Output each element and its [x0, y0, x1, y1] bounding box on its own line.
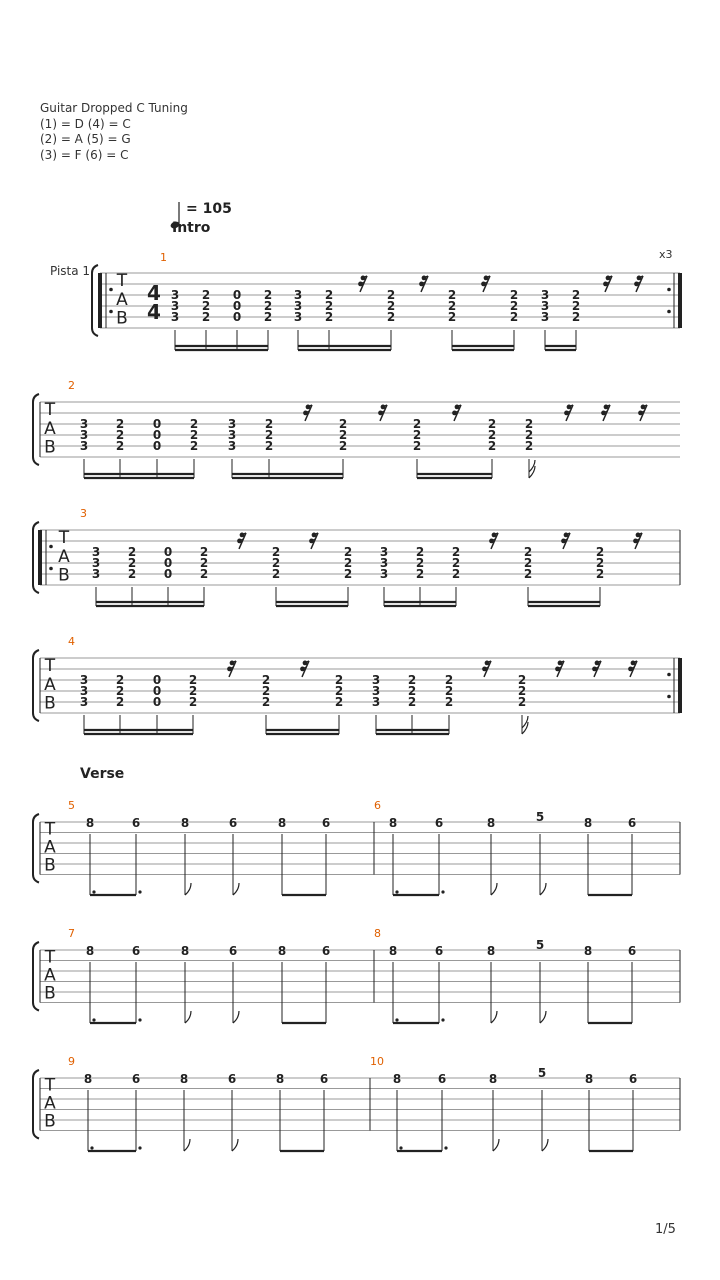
chord-fret: 2: [263, 299, 273, 313]
chord-fret: 2: [338, 439, 348, 453]
note-fret: 6: [321, 816, 331, 830]
staff-bracket: [33, 650, 39, 721]
dot: [138, 1146, 141, 1149]
chord-fret: 2: [343, 545, 353, 559]
chord-fret: 2: [444, 695, 454, 709]
chord-fret: 2: [263, 288, 273, 302]
repeat-count: x3: [659, 248, 673, 261]
chord-fret: 3: [227, 439, 237, 453]
note-fret: 5: [535, 938, 545, 952]
note-fret: 6: [228, 816, 238, 830]
tab-clef: A: [58, 546, 70, 567]
chord-fret: 2: [412, 417, 422, 431]
chord-fret: 3: [540, 310, 550, 324]
chord-fret: 2: [487, 428, 497, 442]
chord-fret: 2: [571, 299, 581, 313]
chord-fret: 2: [338, 428, 348, 442]
note-fret: 8: [85, 816, 95, 830]
chord-fret: 2: [189, 417, 199, 431]
tuning-title: Guitar Dropped C Tuning: [40, 101, 188, 115]
measure-number: 9: [68, 1055, 75, 1068]
tab-clef: T: [58, 528, 70, 549]
chord-fret: 2: [447, 310, 457, 324]
chord-fret: 2: [415, 545, 425, 559]
tab-clef: B: [44, 693, 56, 714]
chord-fret: 0: [152, 695, 162, 709]
chord-fret: 0: [152, 428, 162, 442]
chord-fret: 3: [91, 556, 101, 570]
chord-fret: 0: [152, 684, 162, 698]
note-flag: [232, 1139, 238, 1151]
chord-fret: 2: [334, 695, 344, 709]
page-number: 1/5: [655, 1222, 676, 1237]
note-fret: 6: [228, 944, 238, 958]
chord-fret: 2: [595, 567, 605, 581]
chord-fret: 3: [227, 428, 237, 442]
tab-clef: B: [116, 308, 128, 329]
note-fret: 8: [584, 1072, 594, 1086]
chord-fret: 2: [189, 439, 199, 453]
chord-fret: 0: [163, 567, 173, 581]
chord-fret: 2: [451, 545, 461, 559]
chord-fret: 3: [79, 439, 89, 453]
chord-fret: 2: [571, 288, 581, 302]
repeat-dot: [49, 567, 53, 571]
chord-fret: 3: [293, 310, 303, 324]
note-fret: 8: [388, 816, 398, 830]
tab-clef: A: [44, 1093, 56, 1114]
chord-fret: 2: [487, 417, 497, 431]
tab-clef: A: [44, 674, 56, 695]
section-intro: Intro: [172, 220, 211, 236]
tab-clef: B: [44, 437, 56, 458]
dot: [92, 1018, 95, 1021]
note-fret: 8: [85, 944, 95, 958]
chord-fret: 2: [115, 428, 125, 442]
chord-fret: 2: [523, 567, 533, 581]
chord-fret: 2: [415, 556, 425, 570]
note-flag: [491, 1011, 497, 1023]
note-fret: 6: [321, 944, 331, 958]
chord-fret: 0: [232, 288, 242, 302]
chord-fret: 2: [127, 567, 137, 581]
tuning-line: (3) = F (6) = C: [40, 147, 129, 162]
chord-fret: 2: [264, 439, 274, 453]
note-flag: [185, 1011, 191, 1023]
chord-fret: 2: [199, 556, 209, 570]
chord-fret: 2: [509, 299, 519, 313]
note-fret: 8: [275, 1072, 285, 1086]
chord-fret: 2: [509, 310, 519, 324]
chord-fret: 2: [595, 556, 605, 570]
chord-fret: 3: [79, 695, 89, 709]
tab-clef: B: [44, 1111, 56, 1132]
dot: [138, 1018, 141, 1021]
chord-fret: 3: [79, 417, 89, 431]
tab-clef: B: [44, 855, 56, 876]
chord-fret: 0: [152, 417, 162, 431]
tab-clef: T: [44, 656, 56, 677]
chord-fret: 0: [163, 545, 173, 559]
chord-fret: 2: [324, 288, 334, 302]
chord-fret: 2: [324, 310, 334, 324]
note-fret: 6: [628, 1072, 638, 1086]
chord-fret: 2: [517, 684, 527, 698]
chord-fret: 2: [261, 684, 271, 698]
chord-fret: 3: [379, 567, 389, 581]
note-fret: 6: [437, 1072, 447, 1086]
chord-fret: 3: [79, 673, 89, 687]
chord-fret: 3: [170, 288, 180, 302]
repeat-dot: [667, 288, 671, 292]
dot: [441, 1018, 444, 1021]
chord-fret: 2: [415, 567, 425, 581]
chord-fret: 3: [371, 673, 381, 687]
chord-fret: 2: [264, 417, 274, 431]
tuning-line: (1) = D (4) = C: [40, 116, 131, 131]
chord-fret: 2: [199, 545, 209, 559]
note-flag: [491, 883, 497, 895]
chord-fret: 2: [338, 417, 348, 431]
note-fret: 8: [277, 816, 287, 830]
staff-bracket: [33, 1070, 39, 1139]
note-fret: 8: [180, 944, 190, 958]
chord-fret: 3: [79, 684, 89, 698]
chord-fret: 0: [163, 556, 173, 570]
measure-number: 2: [68, 379, 75, 392]
note-fret: 8: [486, 816, 496, 830]
chord-fret: 2: [447, 299, 457, 313]
chord-fret: 3: [293, 299, 303, 313]
chord-fret: 2: [261, 695, 271, 709]
chord-fret: 2: [517, 695, 527, 709]
chord-fret: 2: [444, 673, 454, 687]
chord-fret: 3: [379, 545, 389, 559]
chord-fret: 2: [127, 545, 137, 559]
note-fret: 6: [627, 816, 637, 830]
tuning-line: (2) = A (5) = G: [40, 132, 131, 146]
dot: [92, 890, 95, 893]
chord-fret: 3: [540, 299, 550, 313]
chord-fret: 2: [201, 299, 211, 313]
chord-fret: 3: [79, 428, 89, 442]
tab-clef: T: [44, 1075, 56, 1096]
chord-fret: 2: [188, 684, 198, 698]
chord-fret: 2: [447, 288, 457, 302]
chord-fret: 2: [201, 310, 211, 324]
note-flag: [540, 883, 546, 895]
tab-clef: T: [44, 819, 56, 840]
chord-fret: 2: [127, 556, 137, 570]
chord-fret: 2: [343, 567, 353, 581]
chord-fret: 2: [264, 428, 274, 442]
chord-fret: 2: [334, 684, 344, 698]
chord-fret: 2: [487, 439, 497, 453]
note-flag: [493, 1139, 499, 1151]
note-fret: 6: [434, 944, 444, 958]
note-flag: [540, 1011, 546, 1023]
measure-number: 1: [160, 251, 167, 264]
repeat-dot: [49, 545, 53, 549]
chord-fret: 3: [170, 299, 180, 313]
chord-fret: 2: [386, 310, 396, 324]
measure-number: 7: [68, 927, 75, 940]
note-fret: 8: [583, 944, 593, 958]
tab-clef: A: [44, 837, 56, 858]
note-fret: 8: [83, 1072, 93, 1086]
staff-bracket: [33, 394, 39, 465]
repeat-dot: [667, 673, 671, 677]
note-fret: 6: [131, 1072, 141, 1086]
note-fret: 8: [180, 816, 190, 830]
tab-clef: T: [44, 947, 56, 968]
chord-fret: 2: [115, 684, 125, 698]
chord-fret: 2: [509, 288, 519, 302]
chord-fret: 2: [451, 556, 461, 570]
measure-number: 5: [68, 799, 75, 812]
chord-fret: 3: [227, 417, 237, 431]
note-flag: [233, 1011, 239, 1023]
chord-fret: 2: [263, 310, 273, 324]
chord-fret: 2: [407, 673, 417, 687]
chord-fret: 2: [115, 673, 125, 687]
note-fret: 8: [486, 944, 496, 958]
section-verse: Verse: [80, 766, 125, 782]
tab-clef: B: [44, 983, 56, 1004]
tab-clef: B: [58, 565, 70, 586]
chord-fret: 3: [379, 556, 389, 570]
tab-clef: A: [44, 418, 56, 439]
note-fret: 6: [319, 1072, 329, 1086]
repeat-dot: [109, 310, 113, 314]
chord-fret: 3: [170, 310, 180, 324]
chord-fret: 2: [115, 439, 125, 453]
note-fret: 8: [277, 944, 287, 958]
chord-fret: 2: [189, 428, 199, 442]
chord-fret: 3: [91, 545, 101, 559]
chord-fret: 2: [386, 288, 396, 302]
chord-fret: 0: [232, 310, 242, 324]
tab-clef: T: [44, 400, 56, 421]
chord-fret: 2: [271, 567, 281, 581]
chord-fret: 2: [115, 417, 125, 431]
staff-bracket: [92, 265, 98, 336]
chord-fret: 2: [407, 695, 417, 709]
measure-number: 8: [374, 927, 381, 940]
dot: [441, 890, 444, 893]
measure-number: 3: [80, 507, 87, 520]
chord-fret: 2: [524, 417, 534, 431]
dot: [395, 890, 398, 893]
chord-fret: 2: [412, 439, 422, 453]
repeat-dot: [667, 695, 671, 699]
note-fret: 6: [434, 816, 444, 830]
note-fret: 6: [131, 816, 141, 830]
dot: [444, 1146, 447, 1149]
chord-fret: 3: [371, 684, 381, 698]
chord-fret: 2: [115, 695, 125, 709]
note-fret: 5: [535, 810, 545, 824]
chord-fret: 2: [334, 673, 344, 687]
time-signature: 4: [147, 281, 161, 305]
note-fret: 8: [392, 1072, 402, 1086]
staff-bracket: [33, 942, 39, 1011]
chord-fret: 2: [324, 299, 334, 313]
chord-fret: 0: [152, 439, 162, 453]
note-fret: 6: [227, 1072, 237, 1086]
chord-fret: 3: [371, 695, 381, 709]
chord-fret: 2: [524, 428, 534, 442]
tempo-marking: = 105: [186, 201, 232, 217]
chord-fret: 2: [571, 310, 581, 324]
chord-fret: 2: [271, 556, 281, 570]
chord-fret: 2: [386, 299, 396, 313]
chord-fret: 2: [523, 556, 533, 570]
chord-fret: 0: [232, 299, 242, 313]
chord-fret: 2: [595, 545, 605, 559]
note-fret: 8: [488, 1072, 498, 1086]
repeat-dot: [667, 310, 671, 314]
chord-fret: 2: [188, 673, 198, 687]
note-flag: [542, 1139, 548, 1151]
dot: [90, 1146, 93, 1149]
note-fret: 8: [388, 944, 398, 958]
chord-fret: 0: [152, 673, 162, 687]
chord-fret: 2: [199, 567, 209, 581]
note-fret: 5: [537, 1066, 547, 1080]
chord-fret: 2: [517, 673, 527, 687]
tab-clef: A: [116, 289, 128, 310]
staff-bracket: [33, 814, 39, 883]
note-flag: [233, 883, 239, 895]
chord-fret: 2: [188, 695, 198, 709]
time-signature: 4: [147, 300, 161, 324]
chord-fret: 2: [523, 545, 533, 559]
note-flag: [184, 1139, 190, 1151]
chord-fret: 2: [444, 684, 454, 698]
chord-fret: 3: [91, 567, 101, 581]
note-fret: 8: [179, 1072, 189, 1086]
chord-fret: 3: [540, 288, 550, 302]
dot: [399, 1146, 402, 1149]
dot: [138, 890, 141, 893]
track-name: Pista 1: [50, 264, 91, 278]
chord-fret: 2: [201, 288, 211, 302]
chord-fret: 2: [412, 428, 422, 442]
chord-fret: 2: [343, 556, 353, 570]
dot: [395, 1018, 398, 1021]
repeat-dot: [109, 288, 113, 292]
tab-clef: A: [44, 965, 56, 986]
chord-fret: 3: [293, 288, 303, 302]
tab-clef: T: [116, 271, 128, 292]
chord-fret: 2: [407, 684, 417, 698]
chord-fret: 2: [271, 545, 281, 559]
note-fret: 8: [583, 816, 593, 830]
measure-number: 6: [374, 799, 381, 812]
measure-number: 10: [370, 1055, 384, 1068]
measure-number: 4: [68, 635, 75, 648]
note-flag: [185, 883, 191, 895]
note-fret: 6: [131, 944, 141, 958]
note-fret: 6: [627, 944, 637, 958]
chord-fret: 2: [261, 673, 271, 687]
chord-fret: 2: [524, 439, 534, 453]
chord-fret: 2: [451, 567, 461, 581]
